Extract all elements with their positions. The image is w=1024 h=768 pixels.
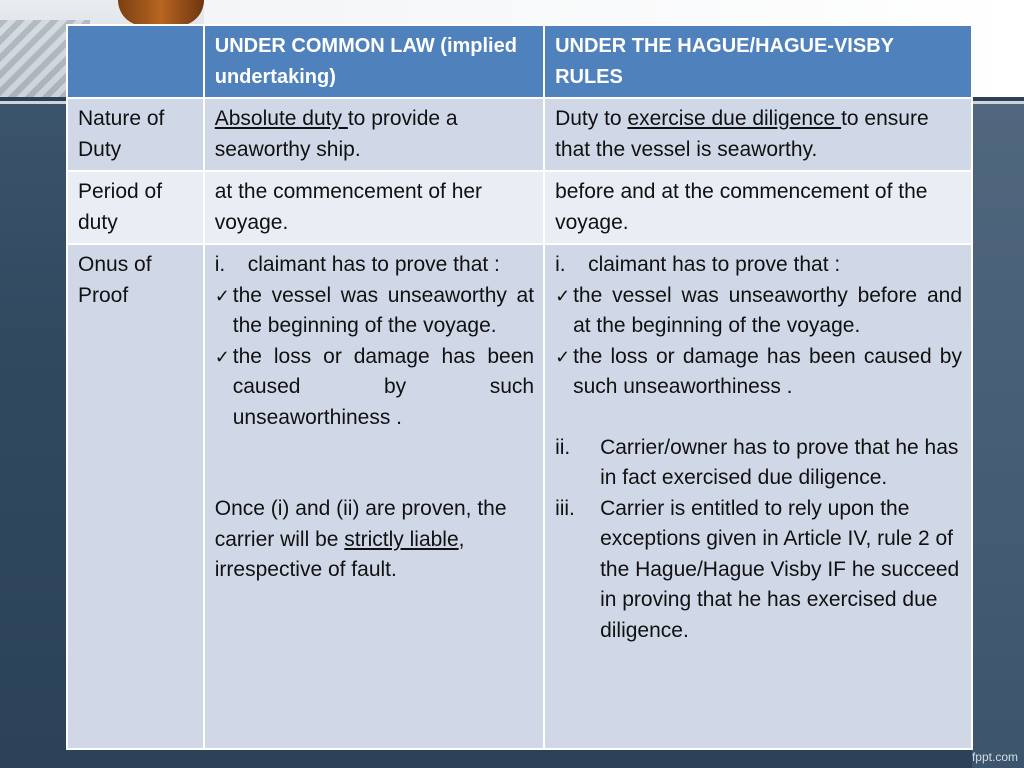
numbered-list — [215, 250, 534, 281]
row-label-period: Period of duty — [67, 171, 204, 244]
header-hague-rules: UNDER THE HAGUE/HAGUE-VISBY RULES — [544, 25, 972, 98]
cell-period-hague: before and at the commencement of the voyage. — [544, 171, 972, 244]
cell-nature-hague — [544, 98, 972, 171]
check-item — [555, 342, 962, 403]
table-row-nature-of-duty — [67, 98, 972, 171]
check-text: the vessel was unseaworthy before and at the beginning of the voyage. — [573, 283, 962, 337]
list-number: i. — [214, 253, 226, 276]
checkmark-icon: ✓ — [214, 285, 230, 306]
underlined-text: Absolute duty — [214, 107, 348, 130]
cell-text: Duty to — [555, 107, 628, 130]
row-label-onus: Onus of Proof — [67, 244, 204, 749]
list-item — [555, 433, 962, 494]
list-item — [555, 494, 962, 647]
list-text: claimant has to prove that : — [588, 253, 841, 276]
check-item — [215, 342, 534, 434]
list-item — [555, 250, 962, 281]
brand-watermark: fppt.com — [971, 750, 1018, 764]
list-item — [215, 250, 534, 281]
spacer — [215, 433, 534, 494]
cell-onus-hague — [544, 244, 972, 749]
numbered-list — [555, 250, 962, 281]
list-number: i. — [555, 253, 566, 276]
checkmark-icon: ✓ — [555, 346, 571, 367]
note-text: Once (i) and (ii) are proven, the carrier will be — [214, 497, 507, 551]
check-item — [555, 281, 962, 342]
row-label-nature: Nature of Duty — [67, 98, 204, 171]
checklist — [215, 281, 534, 434]
list-text: Carrier is entitled to rely upon the exceptions given in Article IV, rule 2 of the Hague/Hague Visby IF he succeed in proving that he has exercised due diligence. — [600, 496, 960, 642]
checkmark-icon: ✓ — [214, 346, 230, 367]
list-number: iii. — [555, 496, 575, 520]
table-row-period-of-duty — [67, 171, 972, 244]
numbered-list — [555, 433, 962, 647]
check-text: the vessel was unseaworthy at the beginning of the voyage. — [232, 283, 535, 337]
cell-text: to provide a seaworthy ship. — [214, 107, 458, 161]
check-text: the loss or damage has been caused by such unseaworthiness . — [573, 344, 962, 398]
header-cell-empty — [67, 25, 204, 98]
background-panel — [972, 104, 1024, 768]
comparison-table — [66, 24, 973, 750]
check-item — [215, 281, 534, 342]
list-text: Carrier/owner has to prove that he has in fact exercised due diligence. — [600, 435, 959, 489]
list-text: claimant has to prove that : — [247, 253, 500, 276]
table-header-row — [67, 25, 972, 98]
header-common-law: UNDER COMMON LAW (implied undertaking) — [204, 25, 544, 98]
checkmark-icon: ✓ — [555, 285, 571, 306]
underlined-text: exercise due diligence — [627, 107, 842, 130]
mast-image — [118, 0, 204, 26]
cell-text: to ensure that the vessel is seaworthy. — [555, 107, 929, 161]
list-number: ii. — [555, 435, 571, 459]
underlined-text: strictly liable — [344, 527, 459, 551]
checklist — [555, 281, 962, 403]
cell-nature-common-law — [204, 98, 544, 171]
note-text: , irrespective of fault. — [214, 527, 465, 581]
cell-period-common-law: at the commencement of her voyage. — [204, 171, 544, 244]
liability-note — [215, 494, 534, 586]
table-row-onus-of-proof — [67, 244, 972, 749]
spacer — [555, 403, 962, 433]
cell-onus-common-law — [204, 244, 544, 749]
check-text: the loss or damage has been caused by such unseaworthiness . — [232, 344, 535, 429]
